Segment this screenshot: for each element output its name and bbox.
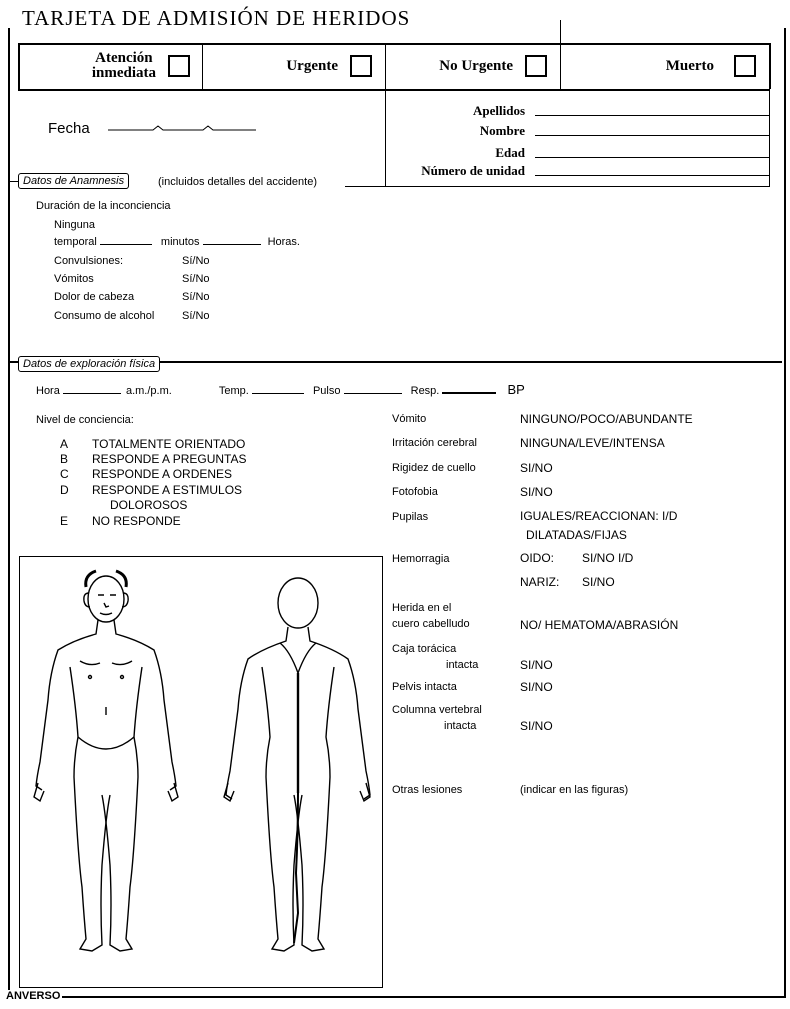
edad-field[interactable] [535,157,770,158]
convulsiones-label: Convulsiones: [54,255,124,267]
pulso-label: Pulso [312,385,341,397]
temporal-row [54,236,300,248]
nivel-label: Nivel de conciencia: [36,414,134,426]
temp-label: Temp. [218,385,249,397]
horas-label: Horas. [267,236,300,248]
rigidez-value[interactable]: SI/NO [520,461,553,475]
back-body-figure [224,578,370,951]
nivel-letter: E [60,514,69,528]
footer-label: ANVERSO [6,990,61,1002]
temporal-label: temporal [54,236,97,248]
category-label: Atención [95,50,153,66]
edad-label: Edad [495,145,525,160]
exploracion-section-label: Datos de exploración física [18,356,160,372]
duracion-label: Duración de la inconciencia [36,200,171,212]
dolor-cabeza-label: Dolor de cabeza [54,291,135,303]
irritacion-value[interactable]: NINGUNA/LEVE/INTENSA [520,436,665,450]
herida-value[interactable]: NO/ HEMATOMA/ABRASIÓN [520,618,679,632]
pelvis-value[interactable]: SI/NO [520,680,553,694]
hora-field[interactable] [63,393,121,394]
columna-label: Columna vertebral [392,704,482,716]
otras-label: Otras lesiones [392,784,463,796]
nivel-letter: B [60,452,69,466]
checkbox[interactable] [734,55,756,77]
oido-value[interactable]: SI/NO I/D [582,551,634,565]
caja-label: intacta [446,659,479,671]
fecha-label: Fecha [48,120,90,137]
identity-right-line [769,89,770,186]
nivel-text[interactable]: DOLOROSOS [110,498,188,512]
ninguna-label: Ninguna [54,219,95,231]
category-muerto[interactable] [562,44,768,88]
ampm-label: a.m./p.m. [125,385,172,397]
category-label: Muerto [665,57,714,74]
category-urgente[interactable] [204,44,384,88]
bp-label: BP [507,382,525,397]
nivel-text[interactable]: RESPONDE A ESTIMULOS [92,483,243,497]
caja-value[interactable]: SI/NO [520,658,553,672]
nombre-field[interactable] [535,135,770,136]
nivel-letter: A [60,437,69,451]
hemorragia-label: Hemorragia [392,553,450,565]
nivel-letter: D [60,483,69,497]
nivel-text[interactable]: NO RESPONDE [92,514,181,528]
front-body-figure [34,571,178,951]
category-divider [385,43,386,186]
apellidos-field[interactable] [535,115,770,116]
alcohol-label: Consumo de alcohol [54,310,155,322]
vitals-row [36,382,525,397]
vomitos-value[interactable]: Sí/No [182,273,210,285]
category-label: Urgente [286,57,338,74]
convulsiones-value[interactable]: Sí/No [182,255,210,267]
nivel-text[interactable]: RESPONDE A PREGUNTAS [92,452,247,466]
category-divider [202,43,203,89]
irritacion-label: Irritación cerebral [392,437,477,449]
body-diagram-box[interactable] [19,556,383,988]
nivel-text[interactable]: RESPONDE A ORDENES [92,467,233,481]
identity-bottom-line [345,186,770,187]
nivel-letter: C [60,467,69,481]
page-title: TARJETA DE ADMISIÓN DE HERIDOS [22,6,411,30]
alcohol-value[interactable]: Sí/No [182,310,210,322]
category-label: No Urgente [439,57,513,74]
category-right-line [769,43,771,89]
category-no-urgente[interactable] [387,44,559,88]
fotofobia-label: Fotofobia [392,486,438,498]
columna-value[interactable]: SI/NO [520,719,553,733]
category-divider [560,20,561,89]
unidad-field[interactable] [535,175,770,176]
nariz-label: NARIZ: [520,575,560,589]
rigidez-label: Rigidez de cuello [392,462,476,474]
minutos-label: minutos [160,236,200,248]
pelvis-label: Pelvis intacta [392,681,457,693]
columna-label: intacta [444,720,477,732]
nivel-text[interactable]: TOTALMENTE ORIENTADO [92,437,246,451]
dolor-cabeza-value[interactable]: Sí/No [182,291,210,303]
vomitos-label: Vómitos [54,273,94,285]
nariz-value[interactable]: SI/NO [582,575,615,589]
caja-label: Caja torácica [392,643,457,655]
nombre-label: Nombre [479,123,525,138]
unidad-label: Número de unidad [421,163,525,178]
fecha-field[interactable] [108,122,258,134]
hora-label: Hora [36,385,60,397]
resp-label: Resp. [410,385,440,397]
herida-label: Herida en el [392,602,452,614]
pupilas-value[interactable]: DILATADAS/FIJAS [526,528,627,542]
checkbox[interactable] [168,55,190,77]
category-label: inmediata [91,65,156,81]
pupilas-value[interactable]: IGUALES/REACCIONAN: I/D [520,509,678,523]
temp-field[interactable] [252,393,304,394]
otras-value: (indicar en las figuras) [520,784,629,796]
checkbox[interactable] [525,55,547,77]
resp-field[interactable] [442,392,496,394]
oido-label: OIDO: [520,551,555,565]
pupilas-label: Pupilas [392,511,429,523]
pulso-field[interactable] [344,393,402,394]
category-atencion-inmediata[interactable] [20,44,202,88]
checkbox[interactable] [350,55,372,77]
vomito-value[interactable]: NINGUNO/POCO/ABUNDANTE [520,412,693,426]
category-bottom-line [18,89,770,91]
minutos-field[interactable] [100,244,152,245]
anamnesis-section-label: Datos de Anamnesis [18,173,129,189]
horas-field[interactable] [203,244,261,245]
vomito-label: Vómito [392,413,427,425]
fotofobia-value[interactable]: SI/NO [520,485,553,499]
anamnesis-note: (incluidos detalles del accidente) [158,176,317,188]
apellidos-label: Apellidos [472,103,525,118]
herida-label: cuero cabelludo [392,618,470,630]
body-diagram[interactable] [20,557,382,987]
